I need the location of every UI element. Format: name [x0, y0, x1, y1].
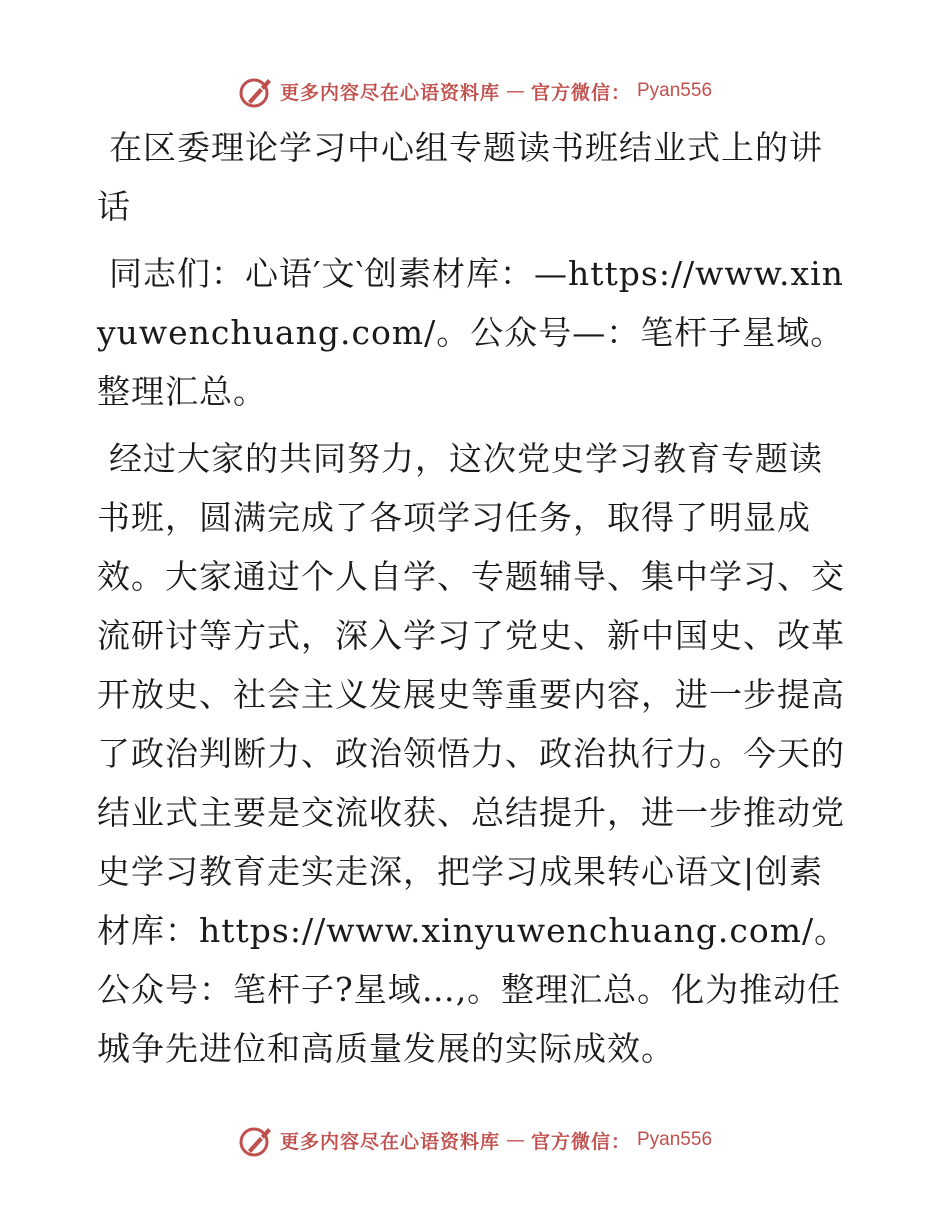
greeting-paragraph: 同志们：心语′文‵创素材库：—https://www.xinyuwenchuang.com/。公众号—：笔杆子星域。整理汇总。 — [97, 254, 845, 411]
quill-pen-logo-icon — [238, 1122, 274, 1158]
document-content — [97, 118, 855, 1078]
header-banner — [0, 71, 950, 111]
banner-text: 更多内容尽在心语资料库 — [279, 1130, 500, 1153]
banner-separator: — — [505, 80, 525, 102]
banner-wechat-label: 官方微信： — [530, 81, 631, 104]
banner-text: 更多内容尽在心语资料库 — [279, 81, 500, 104]
body-paragraph: 经过大家的共同努力，这次党史学习教育专题读书班，圆满完成了各项学习任务，取得了明显成效。大家通过个人自学、专题辅导、集中学习、交流研讨等方式，深入学习了党史、新中国史、改革开放史、社会主义发展史等重要内容，进一步提高了政治判断力、政治领悟力、政治执行力。今天的结业式主要是交流收获、总结提升，进一步推动党史学习教育走实走深，把学习成果转心语文|创素材库：https://www.xinyuwenchuang.com/。公众号：笔杆子?星域…,。整理汇总。化为推动任城争先进位和高质量发展的实际成效。 — [97, 439, 849, 1068]
banner-wechat-label: 官方微信： — [530, 1130, 631, 1153]
banner-separator: — — [505, 1129, 525, 1151]
footer-banner — [0, 1120, 950, 1160]
banner-wechat-id: Pyan556 — [637, 1129, 713, 1150]
quill-pen-logo-icon — [238, 73, 274, 109]
banner-wechat-id: Pyan556 — [637, 80, 713, 101]
document-title: 在区委理论学习中心组专题读书班结业式上的讲话 — [97, 128, 823, 226]
